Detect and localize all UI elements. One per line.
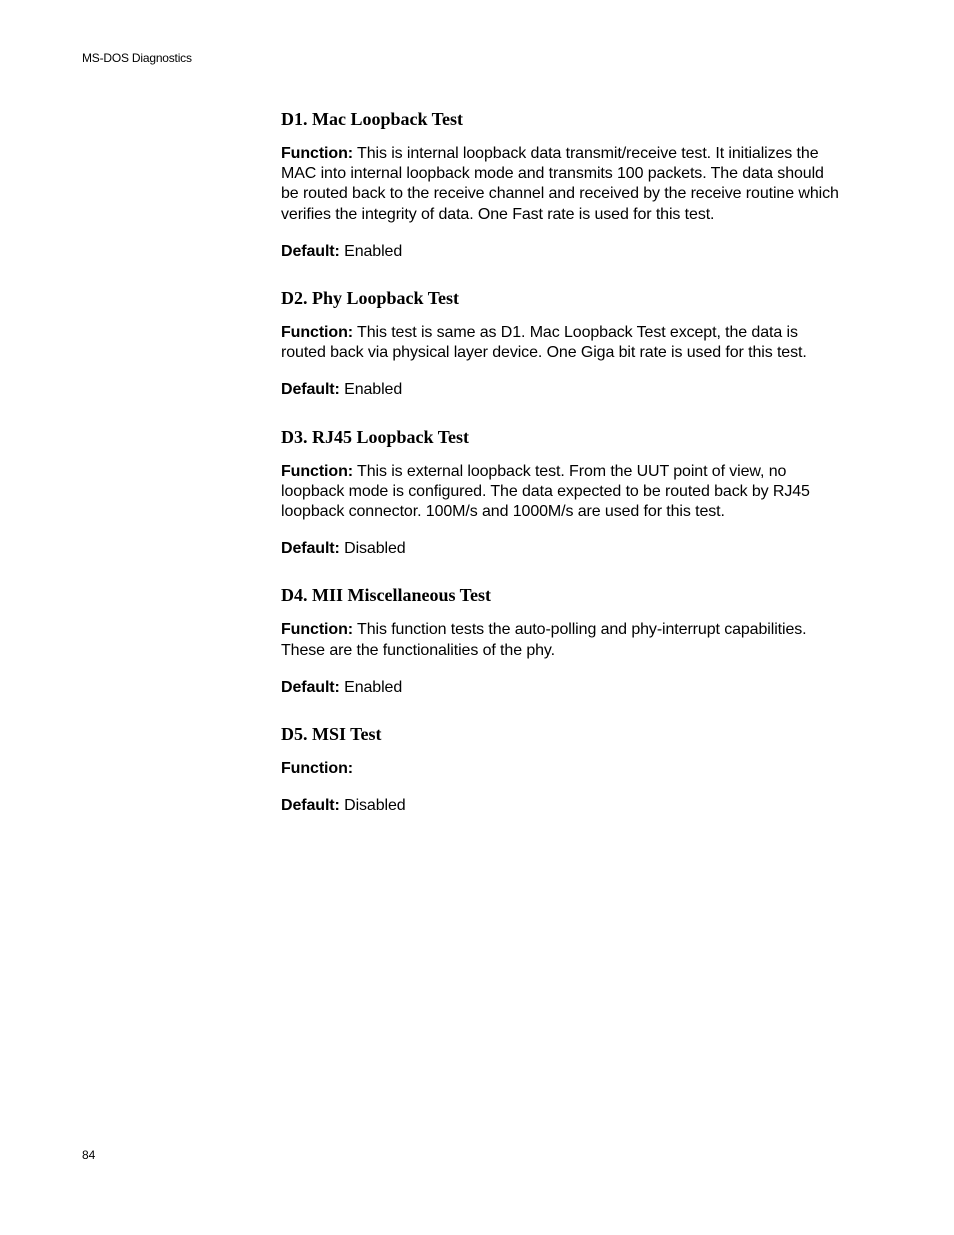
section-title: D5. MSI Test [281,724,382,745]
default-value: Enabled [344,678,403,696]
section-mii-miscellaneous-test [281,582,841,698]
default-paragraph [281,380,841,400]
section-title: D3. RJ45 Loopback Test [281,426,470,447]
default-label: Default: [281,540,340,558]
function-label: Function: [281,462,353,480]
default-value: Enabled [344,242,403,260]
section-msi-test [281,721,841,816]
default-label: Default: [281,381,340,399]
function-text: This function tests the auto-polling and phy-interrupt capabilities. These are the functionalities of the phy. [281,621,807,659]
function-paragraph [281,620,841,660]
function-text: This is external loopback test. From the UUT point of view, no loopback mode is configured. The data expected to be routed back by RJ45 loopback connector. 100M/s and 1000M/s are used for this test. [281,462,810,521]
page-number: 84 [82,1148,96,1162]
section-phy-loopback-test [281,285,841,401]
section-rj45-loopback-test [281,424,841,560]
function-paragraph [281,759,841,779]
running-header: MS-DOS Diagnostics [82,51,192,65]
function-text: This test is same as D1. Mac Loopback Test except, the data is routed back via physical layer device. One Giga bit rate is used for this test. [281,324,807,362]
function-paragraph [281,323,841,363]
default-value: Disabled [344,540,406,558]
default-paragraph [281,242,841,262]
default-label: Default: [281,678,340,696]
default-value: Disabled [344,797,406,815]
default-label: Default: [281,797,340,815]
section-title: D1. Mac Loopback Test [281,109,464,129]
document-body [281,106,841,816]
function-label: Function: [281,621,353,639]
function-paragraph [281,144,841,225]
default-paragraph [281,796,841,816]
default-paragraph [281,539,841,559]
section-mac-loopback-test [281,106,841,262]
default-value: Enabled [344,381,403,399]
section-title: D2. Phy Loopback Test [281,288,460,309]
function-label: Function: [281,324,353,342]
function-label: Function: [281,760,353,778]
function-label: Function: [281,145,353,162]
default-label: Default: [281,242,340,260]
default-paragraph [281,678,841,698]
section-title: D4. MII Miscellaneous Test [281,585,492,606]
function-text: This is internal loopback data transmit/receive test. It initializes the MAC into internal loopback mode and transmits 100 packets. The data should be routed back to the receive channel and received by the receive routine which verifies the integrity of data. One Fast rate is used for this test. [281,145,839,223]
function-paragraph [281,462,841,523]
